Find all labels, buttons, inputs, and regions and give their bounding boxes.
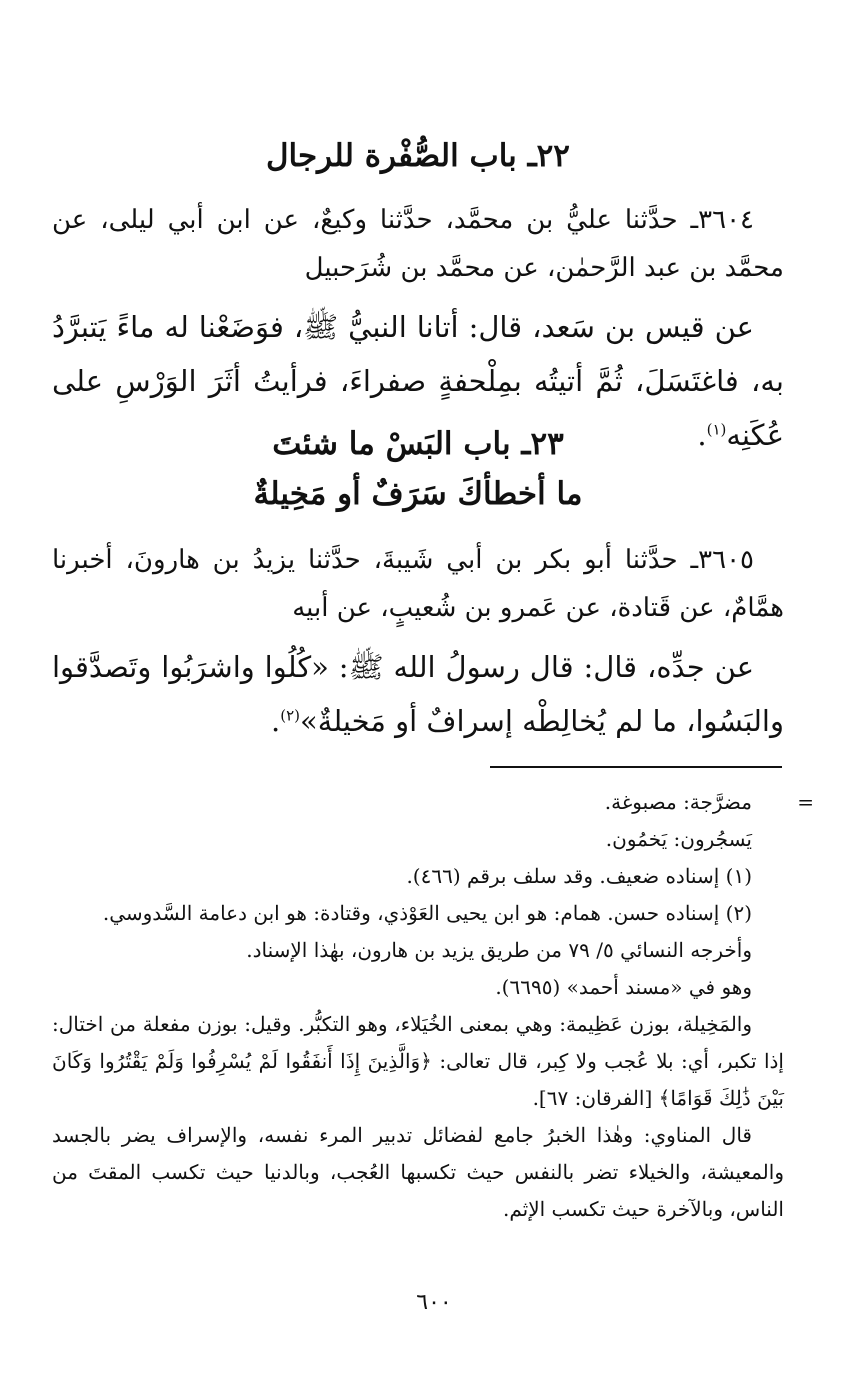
page-number: ٦٠٠ <box>416 1290 452 1315</box>
hadith-3605 <box>52 536 784 748</box>
gloss-1 <box>52 784 814 821</box>
hadith-3604-matn-text: عن قيس بن سَعد، قال: أتانا النبيُّ ﷺ، فوَضَعْنا له ماءً يَتبرَّدُ به، فاغتَسَلَ، ثُمَّ أتيتُه بمِلْحفةٍ صفراءَ، فرأيتُ أثَرَ الوَرْسِ على عُكَنِه <box>52 310 784 452</box>
chapter-heading-23-line1: ٢٣ـ باب البَسْ ما شئتَ <box>272 426 564 462</box>
footnote-2-paragraph-3: قال المناوي: وهٰذا الخبرُ جامع لفضائل تدبير المرء نفسه، والإسراف يضر بالجسد والمعيشة، والخيلاء تضر بالنفس حيث تكسبها العُجب، وبالدنيا حيث تكسب المقتَ من الناس، وبالآخرة حيث تكسب الإثم. <box>52 1123 784 1221</box>
chapter-heading-23 <box>52 424 784 514</box>
footnote-2-line3: وهو في «مسند أحمد» (٦٦٩٥). <box>495 975 752 999</box>
footnote-2-line1: (٢) إسناده حسن. همام: هو ابن يحيى العَوْذي، وقتادة: هو ابن دعامة السَّدوسي. <box>102 901 752 925</box>
hadith-3605-matn <box>52 640 784 748</box>
hadith-3605-isnad: ٣٦٠٥ـ حدَّثنا أبو بكر بن أبي شَيبةَ، حدَّثنا يزيدُ بن هارونَ، أخبرنا همَّامٌ، عن قَتادة، عن عَمرو بن شُعيبٍ، عن أبيه <box>52 545 784 623</box>
footnote-2-line2: وأخرجه النسائي ٥/ ٧٩ من طريق يزيد بن هارون، بهٰذا الإسناد. <box>246 938 752 962</box>
footnote-2-paragraph-2: والمَخِيلة، بوزن عَظِيمة: وهي بمعنى الخُيَلاء، وهو التكبُّر. وقيل: بوزن مفعلة من اختال: إذا تكبر، أي: بلا عُجب ولا كِبر، قال تعالى: ﴿وَالَّذِينَ إِذَا أَنفَقُوا لَمْ يُسْرِفُوا وَلَمْ يَقْتُرُوا وَكَانَ بَيْنَ ذَٰلِكَ قَوَامًا﴾ [الفرقان: ٦٧]. <box>52 1012 784 1110</box>
footnote-ref-1[interactable]: (١) <box>706 420 727 439</box>
chapter-heading-22: ٢٢ـ باب الصُّفْرة للرجال <box>266 138 570 174</box>
hadith-3605-end: . <box>271 704 281 738</box>
footnotes <box>52 784 814 1228</box>
hadith-3604-isnad: ٣٦٠٤ـ حدَّثنا عليُّ بن محمَّد، حدَّثنا وكيعٌ، عن ابن أبي ليلى، عن محمَّد بن عبد الرَّحمٰن، عن محمَّد بن شُرَحبيل <box>52 205 784 283</box>
footnote-separator <box>490 766 782 768</box>
gloss-2: يَسجُرون: يَخمُون. <box>605 827 752 851</box>
footnote-ref-2[interactable]: (٢) <box>280 706 301 725</box>
continuation-mark: = <box>797 790 814 814</box>
footnote-1: (١) إسناده ضعيف. وقد سلف برقم (٤٦٦). <box>406 864 752 888</box>
hadith-3604-end: . <box>697 418 707 452</box>
chapter-heading-23-line2: ما أخطأكَ سَرَفٌ أو مَخِيلةٌ <box>253 476 583 512</box>
gloss-1-text: مضرَّجة: مصبوغة. <box>604 790 752 814</box>
hadith-3604 <box>52 196 784 462</box>
hadith-3605-matn-text: عن جدِّه، قال: قال رسولُ الله ﷺ: «كُلُوا واشرَبُوا وتَصدَّقوا والبَسُوا، ما لم يُخالِطْه إسرافٌ أو مَخيلةٌ» <box>52 650 784 738</box>
